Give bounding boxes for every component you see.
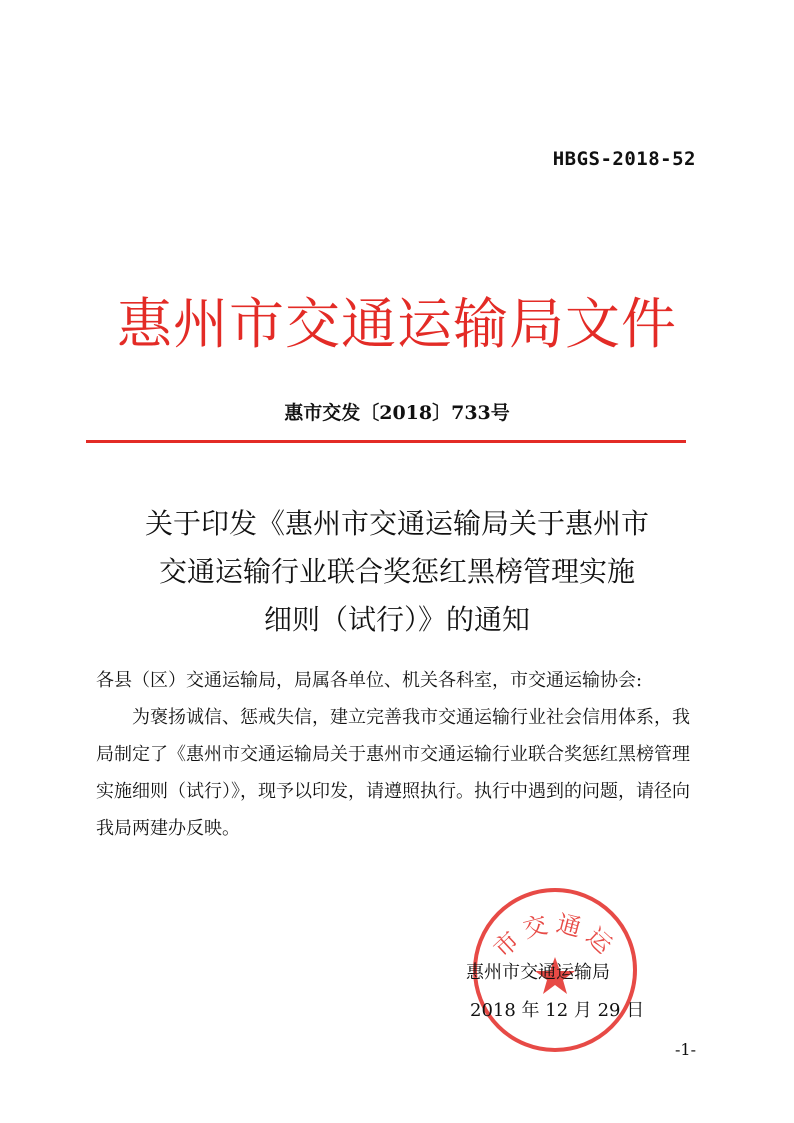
masthead-title: 惠州市交通运输局文件	[116, 292, 677, 356]
title-line: 关于印发《惠州市交通运输局关于惠州市	[144, 507, 649, 540]
seal-text: 市交通运	[488, 909, 622, 964]
document-code: HBGS-2018-52	[552, 148, 696, 170]
signature-block	[466, 954, 644, 1030]
signature-date: 2018 年 12 月 29 日	[470, 1000, 645, 1021]
signature-organization: 惠州市交通运输局	[466, 962, 610, 983]
document-number: 惠市交发〔2018〕733号	[284, 402, 510, 424]
red-divider-line	[86, 440, 686, 443]
page-number: -1-	[675, 1040, 696, 1059]
notice-body	[96, 662, 696, 847]
salutation: 各县（区）交通运输局，局属各单位、机关各科室，市交通运输协会:	[96, 670, 643, 691]
notice-title	[0, 500, 794, 644]
title-line: 细则（试行）》的通知	[263, 603, 530, 636]
title-line: 交通运输行业联合奖惩红黑榜管理实施	[158, 555, 635, 588]
body-paragraph: 为褒扬诚信、惩戒失信，建立完善我市交通运输行业社会信用体系，我局制定了《惠州市交通运输局关于惠州市交通运输行业联合奖惩红黑榜管理实施细则（试行）》，现予以印发，请遵照执行。执行中遇到的问题，请径向我局两建办反映。	[96, 707, 690, 839]
